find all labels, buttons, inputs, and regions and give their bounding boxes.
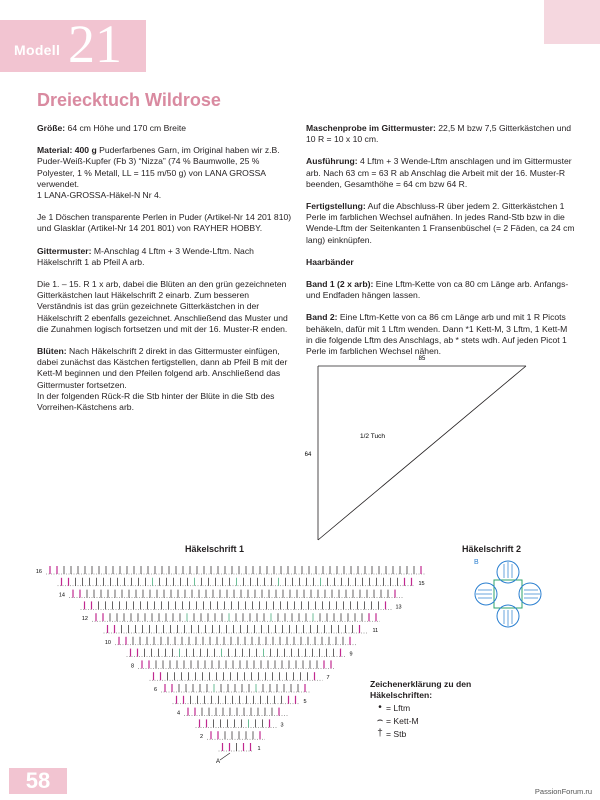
schematic-diagonal-edge <box>318 366 526 540</box>
haarbaender-heading <box>306 257 576 268</box>
blueten-text: Nach Häkelschrift 2 direkt in das Gittermuster einfügen, dabei zunächst das Kästchen fertigstellen, dann ab Pfeil B mit der Kett-M beginnen und den Pfeilen folgend arb. Anschließend das Gittermuster fortsetzen. <box>37 346 288 390</box>
row-number: 16 <box>35 569 42 575</box>
row-number: 14 <box>58 592 65 599</box>
material-label: Material: 400 g <box>37 145 97 156</box>
band1-text: Eine Lftm-Kette von ca 80 cm Länge arb. Anfangs- und Endfaden hängen lassen. <box>306 279 569 301</box>
diagram-1-grid <box>46 566 426 751</box>
gitter-paragraph <box>37 246 293 268</box>
blueten-label: Blüten: <box>37 346 67 357</box>
band1-label: Band 1 (2 x arb): <box>306 279 374 290</box>
fertigstellung-paragraph <box>306 201 576 246</box>
row-number: 9 <box>349 651 353 658</box>
row-number: 8 <box>130 663 134 670</box>
reihen-paragraph: Die 1. – 15. R 1 x arb, dabei die Blüten an den grün gezeichneten Gitterkästchen laut Häkelschrift 2 einarb. Zum besseren Verständnis ist das grün gezeichnete Gitterkästchen in der Häkelschrift 2 ebenfalls gezeichnet. Anschließend das Muster und die Zunahmen logisch fortsetzen und mit der 16. Muster-R enden. <box>37 279 288 334</box>
row-number: 7 <box>326 675 330 682</box>
row-number: 12 <box>81 616 88 623</box>
legend-title: Zeichenerklärung zu den Häkelschriften: <box>370 679 472 700</box>
ausfuehrung-text: 4 Lftm + 3 Wende-Lftm anschlagen und im Gittermuster arb. Nach 63 cm = 63 R ab Anschlag die Arbeit mit der 16. Muster-R beenden, Gesamthöhe = 64 cm bzw 64 R. <box>306 156 572 189</box>
haarbaender-label: Haarbänder <box>306 256 354 267</box>
schematic-height-label: 64 <box>304 452 312 458</box>
row-number: 5 <box>303 698 307 705</box>
legend-item-lftm <box>374 701 520 714</box>
corner-decoration <box>544 0 600 44</box>
maschenprobe-label: Maschenprobe im Gittermuster: <box>306 123 436 133</box>
groesse-label: Größe: <box>37 123 66 133</box>
fertigstellung-label: Fertigstellung: <box>306 201 366 212</box>
right-column <box>306 123 576 368</box>
material-text: Puderfarbenes Garn, im Original haben wir z.B. Puder-Weiß-Kupfer (Fb 3) “Nizza” (74 % Baumwolle, 25 % Polyester, 1 % Metall, LL = 115 m/50 g) von LANA GROSSA verwendet. <box>37 145 280 189</box>
blueten-text-2: In der folgenden Rück-R die Stb hinter der Blüte in die Stb des Vorreihen-Kästchens arb. <box>37 390 275 413</box>
legend-item-text: = Stb <box>386 728 407 739</box>
legend-item-kett-m <box>374 714 520 727</box>
row-number: 6 <box>153 687 157 693</box>
haekelschrift-2-diagram <box>470 556 545 631</box>
row-number: 10 <box>104 639 111 646</box>
maschenprobe-paragraph <box>306 123 576 145</box>
left-column <box>37 123 293 424</box>
fertigstellung-text: Auf die Abschluss-R über jedem 2. Gitterkästchen 1 Perle im farblichen Wechsel aufnähen. In jedes Rand-Stb bzw in die Wende-Lftm der Seitenkanten 1 Fransenbüschel (= 2 Fäden, ca 24 cm lang) einknüpfen. <box>306 201 575 245</box>
ausfuehrung-paragraph <box>306 156 576 190</box>
groesse-text: 64 cm Höhe und 170 cm Breite <box>65 123 187 133</box>
band2-label: Band 2: <box>306 312 338 323</box>
gitter-text: M-Anschlag 4 Lftm + 3 Wende-Lftm. Nach Häkelschrift 1 ab Pfeil A arb. <box>37 245 254 267</box>
row-number: 3 <box>280 722 284 729</box>
legend-item-stb <box>374 727 520 740</box>
haekelschrift-2-title: Häkelschrift 2 <box>462 544 522 554</box>
diagram-1-arrow-label: A <box>216 759 221 765</box>
watermark: PassionForum.ru <box>534 787 592 796</box>
groesse-paragraph <box>37 123 293 134</box>
row-number: 4 <box>176 710 180 717</box>
legend-item-text: = Lftm <box>386 702 411 713</box>
schematic-width-label: 85 <box>418 356 426 362</box>
arrow-a-line <box>220 753 230 760</box>
diagram-2-arrow-label: B <box>474 559 479 566</box>
legend-item-text: = Kett-M <box>386 715 419 726</box>
modell-number: 21 <box>68 14 122 74</box>
maschenprobe-text: 22,5 M bzw 7,5 Gitterkästchen und 10 R = 10 x 10 cm. <box>306 123 572 145</box>
flower-stitches <box>476 562 540 626</box>
material-paragraph <box>37 145 293 201</box>
page-number: 58 <box>9 768 67 794</box>
gitter-label: Gittermuster: <box>37 245 92 256</box>
legend <box>370 679 520 740</box>
row-number: 15 <box>418 580 425 587</box>
double-crochet-icon: † <box>377 728 383 739</box>
row-number: 13 <box>395 604 402 611</box>
schematic-piece-label: 1/2 Tuch <box>360 433 385 440</box>
chain-stitch-icon: • <box>378 702 382 713</box>
slip-stitch-icon: ⌢ <box>376 715 384 726</box>
row-number: 11 <box>372 628 379 634</box>
band2-text: Eine Lftm-Kette von ca 86 cm Länge arb und mit 1 R Picots behäkeln, dafür mit 1 Lftm wenden. Dann *1 Kett-M, 3 Lftm, 1 Kett-M in die folgende Lftm des Anschlags, ab * stets wdh. Auf jeden Picot 1 Perle im farblichen Wechsel nähen. <box>306 312 568 357</box>
blueten-paragraph <box>37 346 293 413</box>
row-number: 2 <box>199 734 203 741</box>
page-title: Dreiecktuch Wildrose <box>37 90 221 110</box>
half-shawl-schematic <box>300 350 540 550</box>
perlen-paragraph: Je 1 Döschen transparente Perlen in Puder (Artikel-Nr 14 201 810) und Glasklar (Artikel-Nr 14 201 801) von RAYHER HOBBY. <box>37 212 292 234</box>
modell-label: Modell <box>14 42 61 58</box>
ausfuehrung-label: Ausführung: <box>306 156 358 167</box>
row-number: 1 <box>257 746 261 752</box>
haekelschrift-1-title: Häkelschrift 1 <box>185 544 245 554</box>
band1-paragraph <box>306 279 576 301</box>
material-text-2: 1 LANA-GROSSA-Häkel-N Nr 4. <box>37 190 162 201</box>
flower-center-square <box>494 580 522 608</box>
